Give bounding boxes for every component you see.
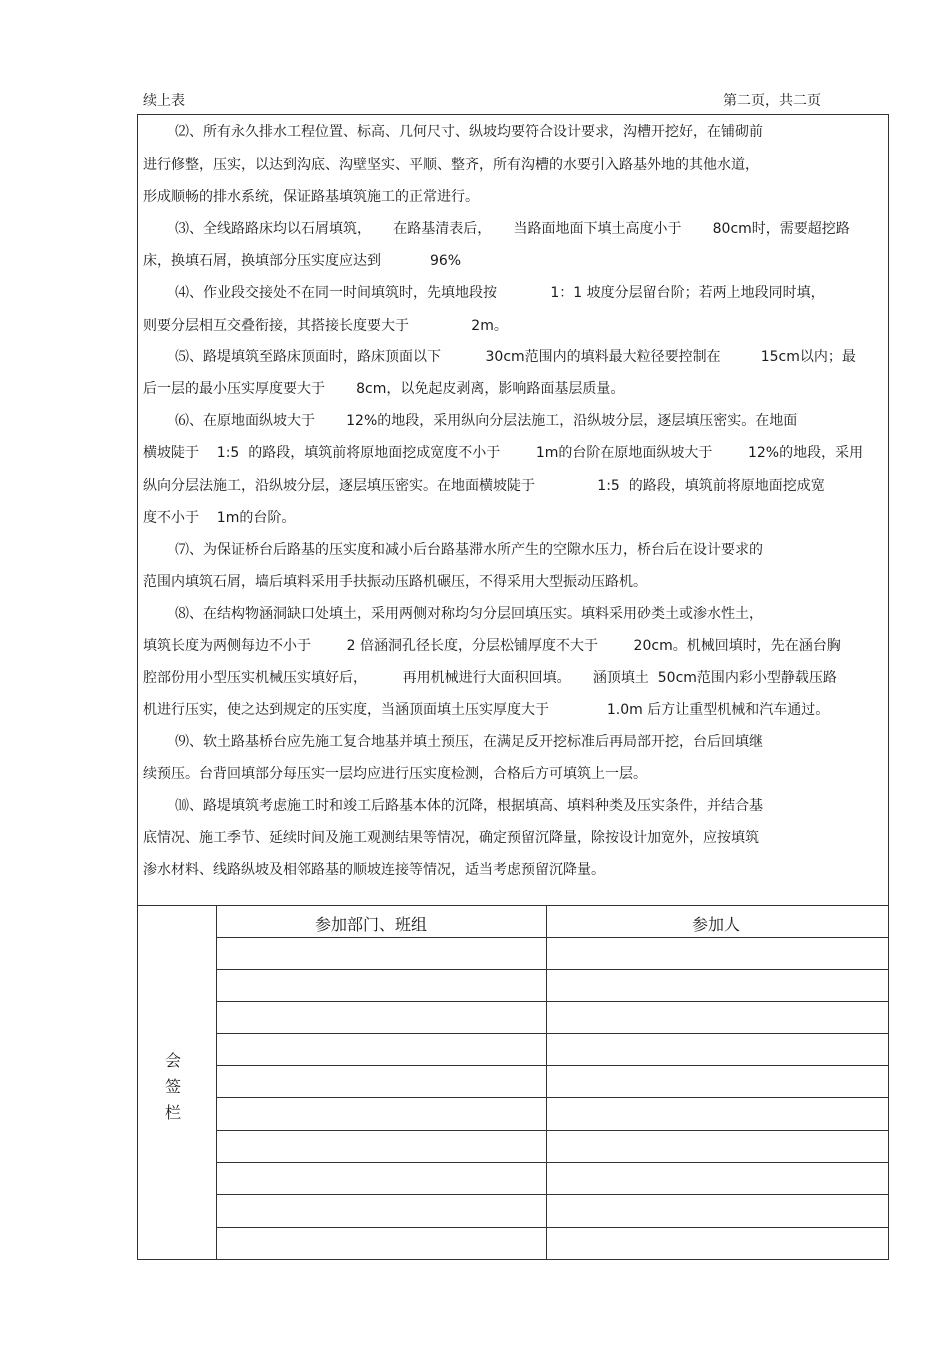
sign-column-label: 签 <box>165 1077 182 1096</box>
table-row <box>216 969 889 970</box>
table-row <box>216 1130 889 1131</box>
body-line: ⑸、路堤填筑至路床顶面时，路床顶面以下 30cm范围内的填料最大粒径要控制在 15cm以内；最 <box>175 349 856 365</box>
table-row <box>216 1033 889 1034</box>
body-line: ⑼、软土路基桥台应先施工复合地基并填土预压，在满足反开挖标准后再局部开挖，台后回填继 <box>175 734 763 750</box>
table-row <box>216 937 889 938</box>
column-header-department: 参加部门、班组 <box>315 915 428 934</box>
table-row <box>216 1097 889 1098</box>
table-row <box>216 1227 889 1228</box>
table-divider <box>216 905 217 1260</box>
body-line: 腔部份用小型压实机械压实填好后， 再用机械进行大面积回填。 涵顶填土 50cm范围内彩小型静载压路 <box>143 670 837 686</box>
body-line: 纵向分层法施工，沿纵坡分层，逐层填压密实。在地面横坡陡于 1:5 的路段，填筑前将原地面挖成宽 <box>143 478 825 494</box>
body-line: 形成顺畅的排水系统，保证路基填筑施工的正常进行。 <box>143 189 479 205</box>
body-line: 进行修整，压实，以达到沟底、沟壁坚实、平顺、整齐，所有沟槽的水要引入路基外地的其他水道， <box>143 157 759 173</box>
body-line: 机进行压实，使之达到规定的压实度，当涵顶面填土压实厚度大于 1.0m 后方让重型机械和汽车通过。 <box>143 702 830 718</box>
body-line: 填筑长度为两侧每边不小于 2 倍涵洞孔径长度，分层松铺厚度不大于 20cm。机械回填时，先在涵台胸 <box>143 638 841 654</box>
header-continued-label: 续上表 <box>143 93 185 109</box>
header-page-number: 第二页，共二页 <box>723 93 821 109</box>
table-row <box>216 1065 889 1066</box>
body-line: 范围内填筑石屑，墙后填料采用手扶振动压路机碾压，不得采用大型振动压路机。 <box>143 574 647 590</box>
table-divider <box>546 905 547 1260</box>
table-row <box>216 1194 889 1195</box>
table-row <box>216 1001 889 1002</box>
body-line: 底情况、施工季节、延续时间及施工观测结果等情况，确定预留沉降量，除按设计加宽外，应按填筑 <box>143 830 759 846</box>
body-line: 床，换填石屑，换填部分压实度应达到 96% <box>143 253 462 269</box>
body-line: 则要分层相互交叠衔接，其搭接长度要大于 2m。 <box>143 318 508 334</box>
body-line: 横坡陡于 1:5 的路段，填筑前将原地面挖成宽度不小于 1m的台阶在原地面纵坡大于 12%的地段，采用 <box>143 445 864 461</box>
body-line: ⑵、所有永久排水工程位置、标高、几何尺寸、纵坡均要符合设计要求，沟槽开挖好，在铺砌前 <box>175 124 763 140</box>
body-line: ⑺、为保证桥台后路基的压实度和减小后台路基滞水所产生的空隙水压力，桥台后在设计要求的 <box>175 542 763 558</box>
body-line: ⑽、路堤填筑考虑施工时和竣工后路基本体的沉降，根据填高、填料种类及压实条件，并结合基 <box>175 798 763 814</box>
sign-column-label: 会 <box>165 1051 182 1070</box>
body-line: ⑶、全线路路床均以石屑填筑， 在路基清表后， 当路面地面下填土高度小于 80cm时，需要超挖路 <box>175 221 850 237</box>
column-header-participant: 参加人 <box>692 915 741 934</box>
body-line: ⑹、在原地面纵坡大于 12%的地段，采用纵向分层法施工，沿纵坡分层，逐层填压密实。在地面 <box>175 413 798 429</box>
body-line: 渗水材料、线路纵坡及相邻路基的顺坡连接等情况，适当考虑预留沉降量。 <box>143 862 605 878</box>
table-row <box>216 1162 889 1163</box>
body-line: 后一层的最小压实厚度要大于 8cm，以免起皮剥离，影响路面基层质量。 <box>143 381 625 397</box>
sign-column-label: 栏 <box>165 1103 182 1122</box>
body-line: ⑷、作业段交接处不在同一时间填筑时，先填地段按 1：1 坡度分层留台阶；若两上地段同时填， <box>175 285 825 301</box>
body-line: ⑻、在结构物涵洞缺口处填土，采用两侧对称均匀分层回填压实。填料采用砂类土或渗水性土， <box>175 606 763 622</box>
table-top-border <box>137 905 889 906</box>
body-line: 度不小于 1m的台阶。 <box>143 510 296 526</box>
body-line: 续预压。台背回填部分每压实一层均应进行压实度检测，合格后方可填筑上一层。 <box>143 766 647 782</box>
